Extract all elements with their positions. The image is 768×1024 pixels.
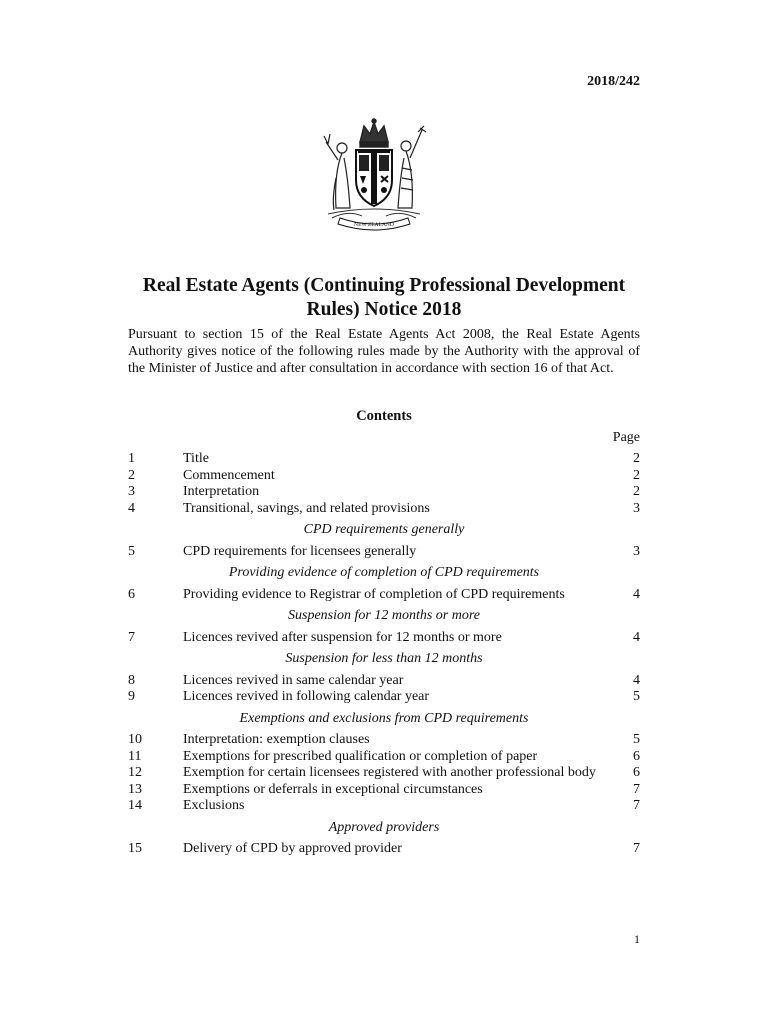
toc-entry-title: Exemptions for prescribed qualification or completion of paper xyxy=(183,748,538,764)
toc-entry-page: 4 xyxy=(633,586,640,602)
toc-entry-page: 6 xyxy=(633,748,640,764)
toc-entry[interactable] xyxy=(128,841,640,858)
toc-entry[interactable] xyxy=(128,484,640,501)
toc-entry-title: CPD requirements for licensees generally xyxy=(183,543,417,559)
toc-entry-number: 8 xyxy=(128,672,135,688)
toc-entry-title: Licences revived in following calendar year xyxy=(183,689,430,704)
toc-entry[interactable] xyxy=(128,468,640,485)
toc-entry-number: 10 xyxy=(128,732,142,747)
toc-entry[interactable] xyxy=(128,798,640,815)
toc-entry-title: Interpretation xyxy=(183,484,260,499)
toc-entry-title: Interpretation: exemption clauses xyxy=(183,732,370,747)
toc-entry[interactable] xyxy=(128,587,640,604)
toc-entry[interactable] xyxy=(128,451,640,468)
contents-heading: Contents xyxy=(356,408,412,424)
toc-entry-number: 1 xyxy=(128,451,135,466)
toc-entry-title: Providing evidence to Registrar of completion of CPD requirements xyxy=(183,586,565,602)
toc-entry[interactable] xyxy=(128,732,640,749)
toc-entry-number: 12 xyxy=(128,765,142,780)
toc-section-heading: Providing evidence of completion of CPD requirements xyxy=(228,565,540,580)
toc-entry-number: 4 xyxy=(128,500,135,516)
toc-entry-page: 7 xyxy=(633,781,640,797)
toc-entry-page: 7 xyxy=(633,798,640,813)
toc-entry-page: 4 xyxy=(633,629,640,645)
toc-entry-title: Commencement xyxy=(183,467,275,483)
toc-entry[interactable] xyxy=(128,749,640,766)
page-title: Real Estate Agents (Continuing Professional Development Rules) Notice 2018 xyxy=(142,275,626,320)
crest-band-text: NEW ZEALAND xyxy=(354,222,394,228)
toc-entry-number: 5 xyxy=(128,543,135,559)
toc-entry-number: 14 xyxy=(128,798,142,813)
toc-entry-page: 3 xyxy=(633,500,640,516)
toc-entry-title: Licences revived after suspension for 12 months or more xyxy=(183,629,502,645)
toc-entry-title: Exclusions xyxy=(183,798,245,813)
toc-entry[interactable] xyxy=(128,782,640,799)
toc-entry-number: 6 xyxy=(128,586,135,602)
toc-entry-title: Exemption for certain licensees registered with another professional body xyxy=(183,765,596,780)
toc-entry-title: Exemptions or deferrals in exceptional circumstances xyxy=(183,781,483,797)
toc-entry[interactable] xyxy=(128,765,640,782)
toc-entry-page: 3 xyxy=(633,543,640,559)
toc-entry-page: 5 xyxy=(633,689,640,704)
toc-entry-page: 6 xyxy=(633,765,640,780)
toc-entry[interactable] xyxy=(128,630,640,647)
toc-entry[interactable] xyxy=(128,673,640,690)
toc-section-heading: Suspension for 12 months or more xyxy=(288,608,480,623)
footer-page-number: 1 xyxy=(634,932,640,946)
table-of-contents xyxy=(128,451,640,858)
toc-entry-number: 13 xyxy=(128,781,142,797)
toc-entry-page: 7 xyxy=(633,841,640,856)
toc-entry-title: Title xyxy=(183,451,209,466)
document-page xyxy=(128,0,640,1024)
toc-entry[interactable] xyxy=(128,689,640,706)
toc-entry-number: 2 xyxy=(128,467,135,483)
toc-entry-number: 11 xyxy=(128,748,142,764)
toc-entry-title: Delivery of CPD by approved provider xyxy=(183,841,402,856)
toc-entry-title: Transitional, savings, and related provisions xyxy=(183,500,430,516)
toc-entry-title: Licences revived in same calendar year xyxy=(183,672,404,688)
toc-entry-page: 2 xyxy=(633,467,640,483)
toc-section-heading: Approved providers xyxy=(328,819,440,835)
coat-of-arms-icon xyxy=(318,118,430,232)
toc-entry-page: 4 xyxy=(633,672,640,688)
page-column-label: Page xyxy=(612,430,640,445)
preamble-paragraph: Pursuant to section 15 of the Real Estate Agents Act 2008, the Real Estate Agents Authority gives notice of the following rules made by the Authority with the approval of the Minister of Justice and after consultation in accordance with section 16 of that Act. xyxy=(128,327,640,376)
toc-section-heading: Exemptions and exclusions from CPD requirements xyxy=(239,710,529,726)
toc-entry-number: 15 xyxy=(128,841,142,856)
toc-section-heading: Suspension for less than 12 months xyxy=(285,651,483,666)
toc-section-heading: CPD requirements generally xyxy=(303,522,465,537)
toc-entry[interactable] xyxy=(128,544,640,561)
toc-entry-number: 3 xyxy=(128,484,135,499)
toc-entry-page: 2 xyxy=(633,484,640,499)
toc-entry-page: 2 xyxy=(633,451,640,466)
toc-entry-page: 5 xyxy=(633,732,640,747)
toc-entry-number: 9 xyxy=(128,689,135,704)
toc-entry[interactable] xyxy=(128,501,640,518)
document-number: 2018/242 xyxy=(587,74,640,89)
toc-entry-number: 7 xyxy=(128,629,135,645)
